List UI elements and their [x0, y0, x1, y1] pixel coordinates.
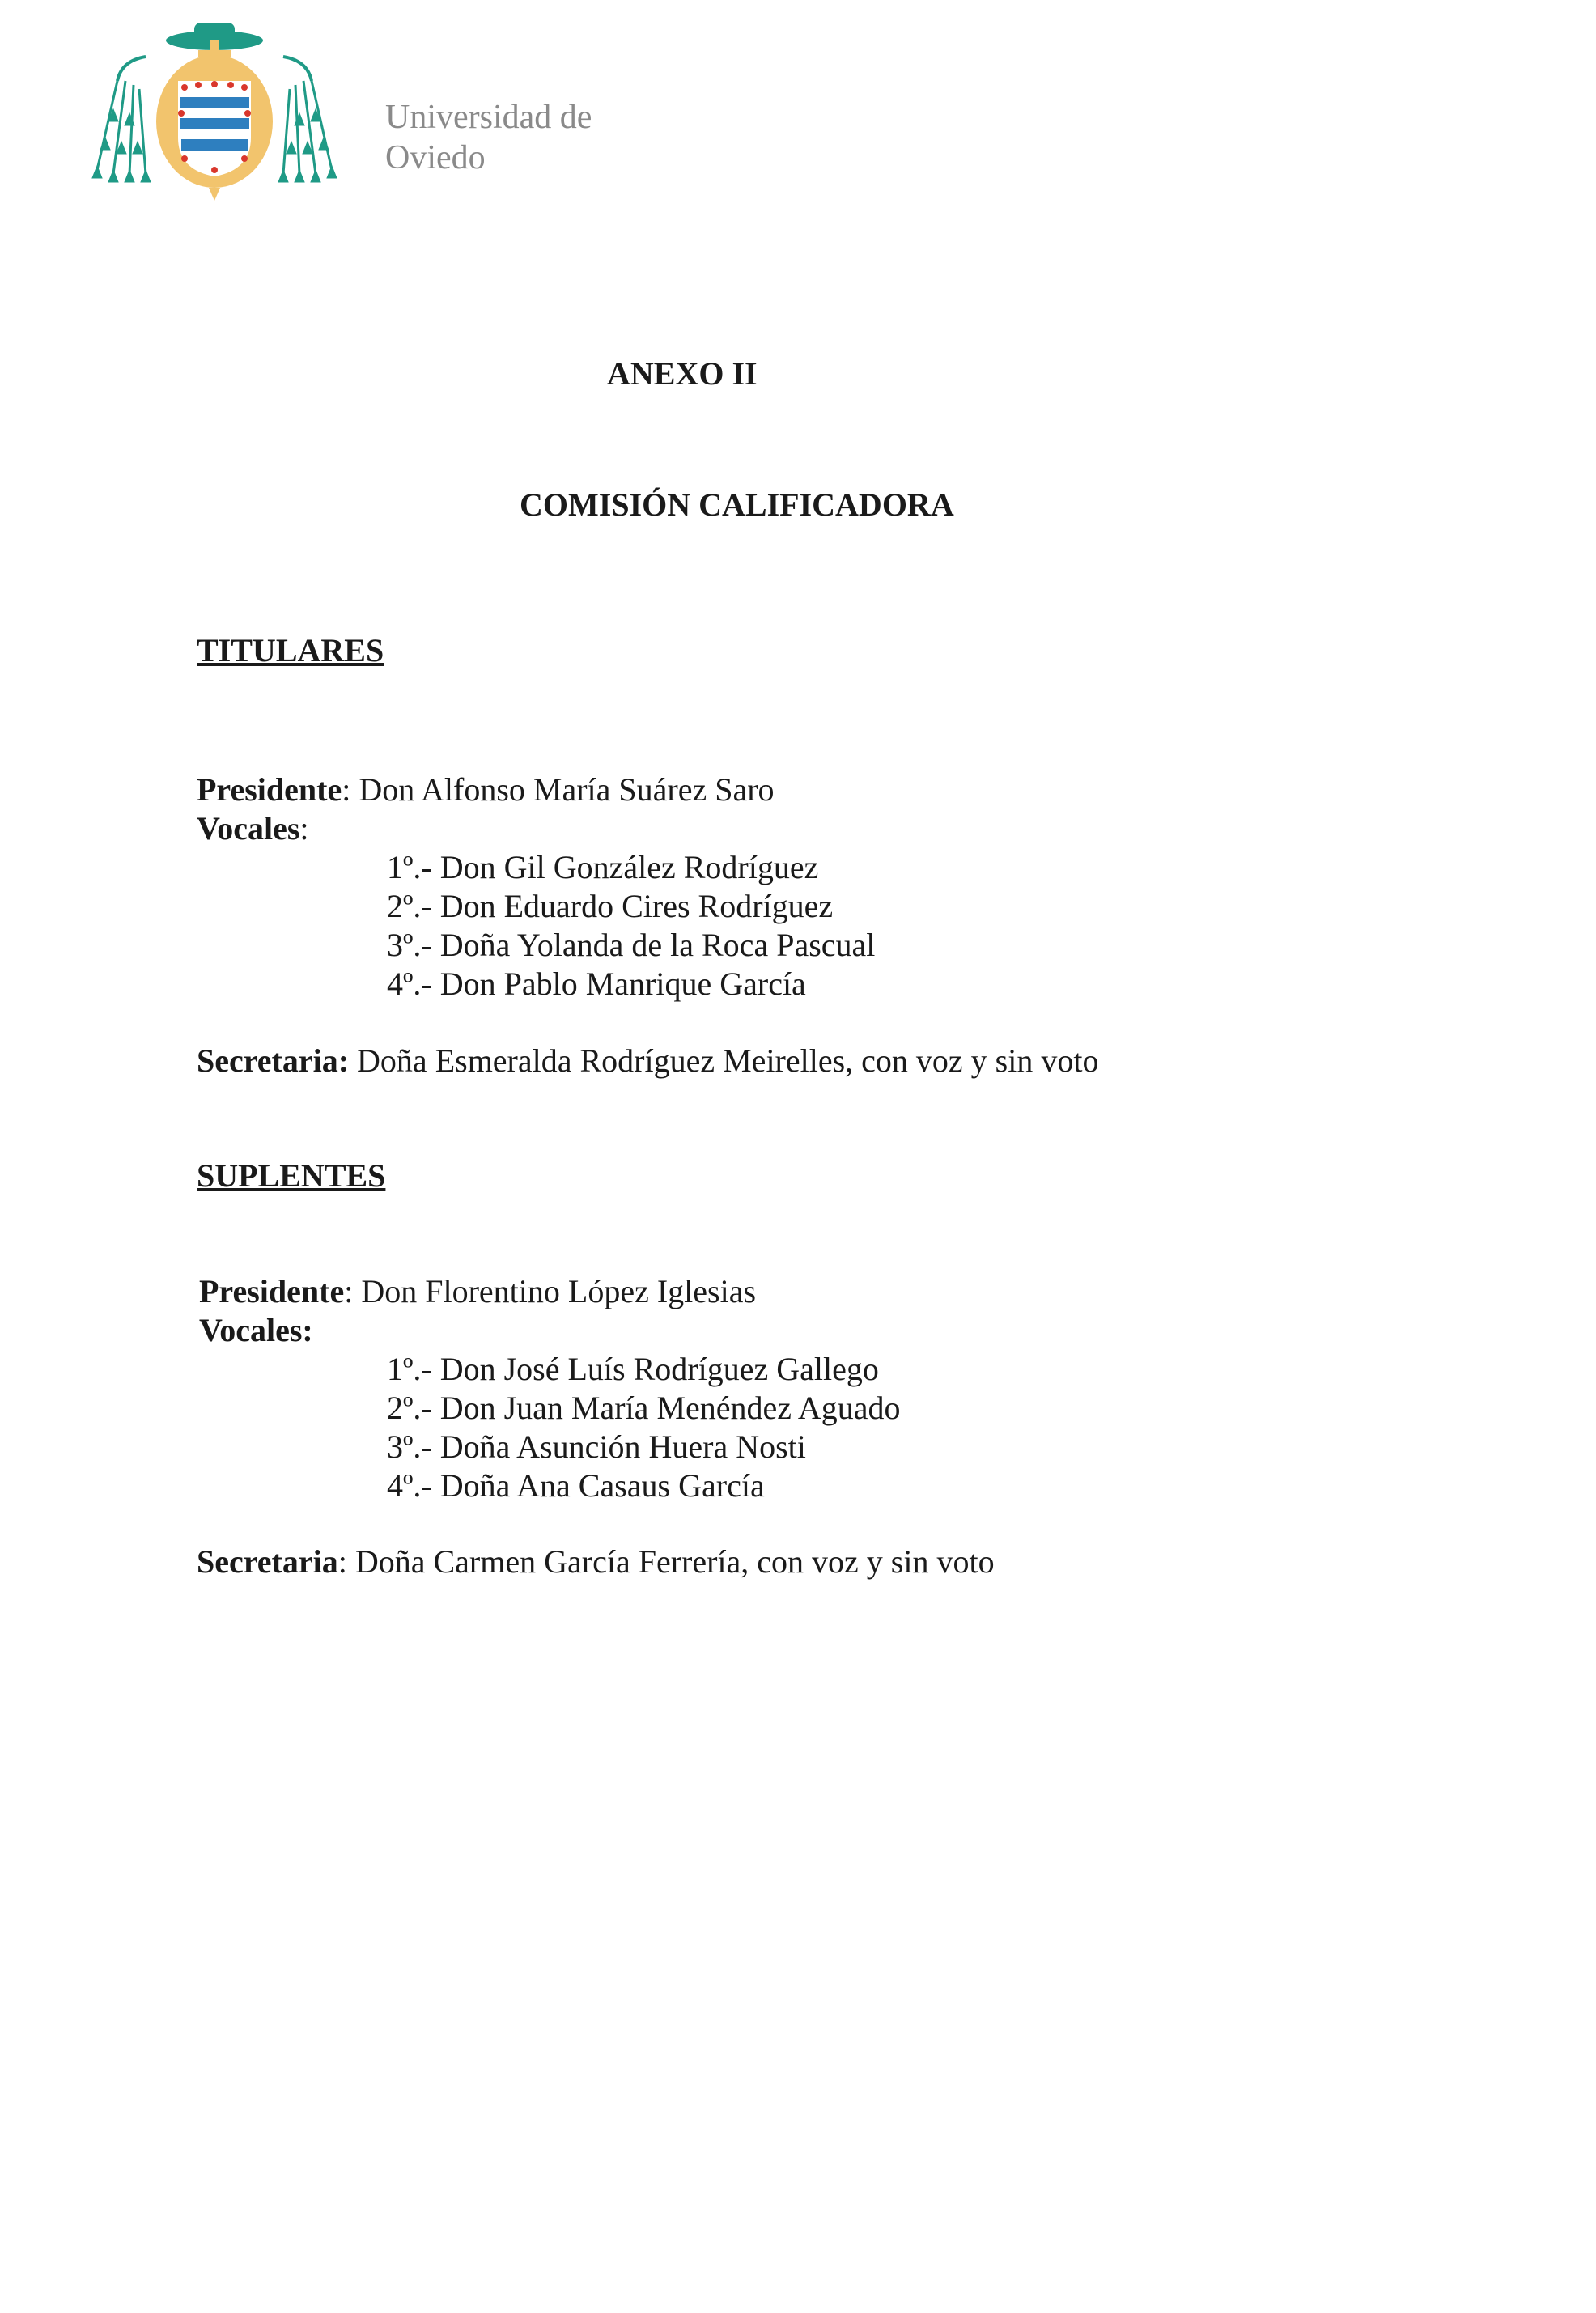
- titulares-vocales-colon: :: [299, 810, 309, 847]
- titulares-vocal-1: 1º.- Don Gil González Rodríguez: [387, 849, 819, 885]
- suplentes-president-value: : Don Florentino López Iglesias: [344, 1273, 757, 1309]
- titulares-president-label: Presidente: [197, 771, 342, 808]
- suplentes-secretary-value: : Doña Carmen García Ferrería, con voz y sin voto: [337, 1543, 995, 1580]
- titulares-vocales-label-text: Vocales: [197, 810, 300, 847]
- university-name: [385, 97, 592, 178]
- titulares-secretary-label: Secretaria:: [197, 1042, 350, 1079]
- university-name-line1: Universidad de: [385, 99, 592, 136]
- titulares-president-value: : Don Alfonso María Suárez Saro: [342, 771, 775, 808]
- suplentes-president-label: Presidente: [199, 1273, 345, 1309]
- suplentes-vocal-2: 2º.- Don Juan María Menéndez Aguado: [387, 1390, 901, 1426]
- commission-title: COMISIÓN CALIFICADORA: [520, 486, 954, 523]
- suplentes-heading: SUPLENTES: [197, 1157, 386, 1194]
- suplentes-secretary: [197, 1543, 995, 1581]
- titulares-president: [197, 770, 775, 809]
- suplentes-vocales-label: Vocales:: [199, 1312, 313, 1348]
- titulares-heading: TITULARES: [197, 632, 384, 668]
- titulares-vocal-3: 3º.- Doña Yolanda de la Roca Pascual: [387, 927, 876, 963]
- university-name-line2: Oviedo: [385, 139, 486, 176]
- suplentes-vocal-3: 3º.- Doña Asunción Huera Nosti: [387, 1428, 806, 1465]
- titulares-secretary-value: Doña Esmeralda Rodríguez Meirelles, con voz y sin voto: [349, 1042, 1099, 1079]
- titulares-vocal-2: 2º.- Don Eduardo Cires Rodríguez: [387, 888, 834, 924]
- annex-title: ANEXO II: [607, 355, 758, 392]
- titulares-vocal-4: 4º.- Don Pablo Manrique García: [387, 966, 806, 1002]
- suplentes-secretary-label: Secretaria: [197, 1543, 338, 1580]
- suplentes-vocal-1: 1º.- Don José Luís Rodríguez Gallego: [387, 1351, 879, 1387]
- suplentes-vocal-4: 4º.- Doña Ana Casaus García: [387, 1467, 765, 1504]
- titulares-secretary: [197, 1042, 1098, 1080]
- titulares-vocales-label: [197, 809, 309, 848]
- university-crest-logo: [89, 16, 340, 202]
- suplentes-president: [199, 1272, 756, 1311]
